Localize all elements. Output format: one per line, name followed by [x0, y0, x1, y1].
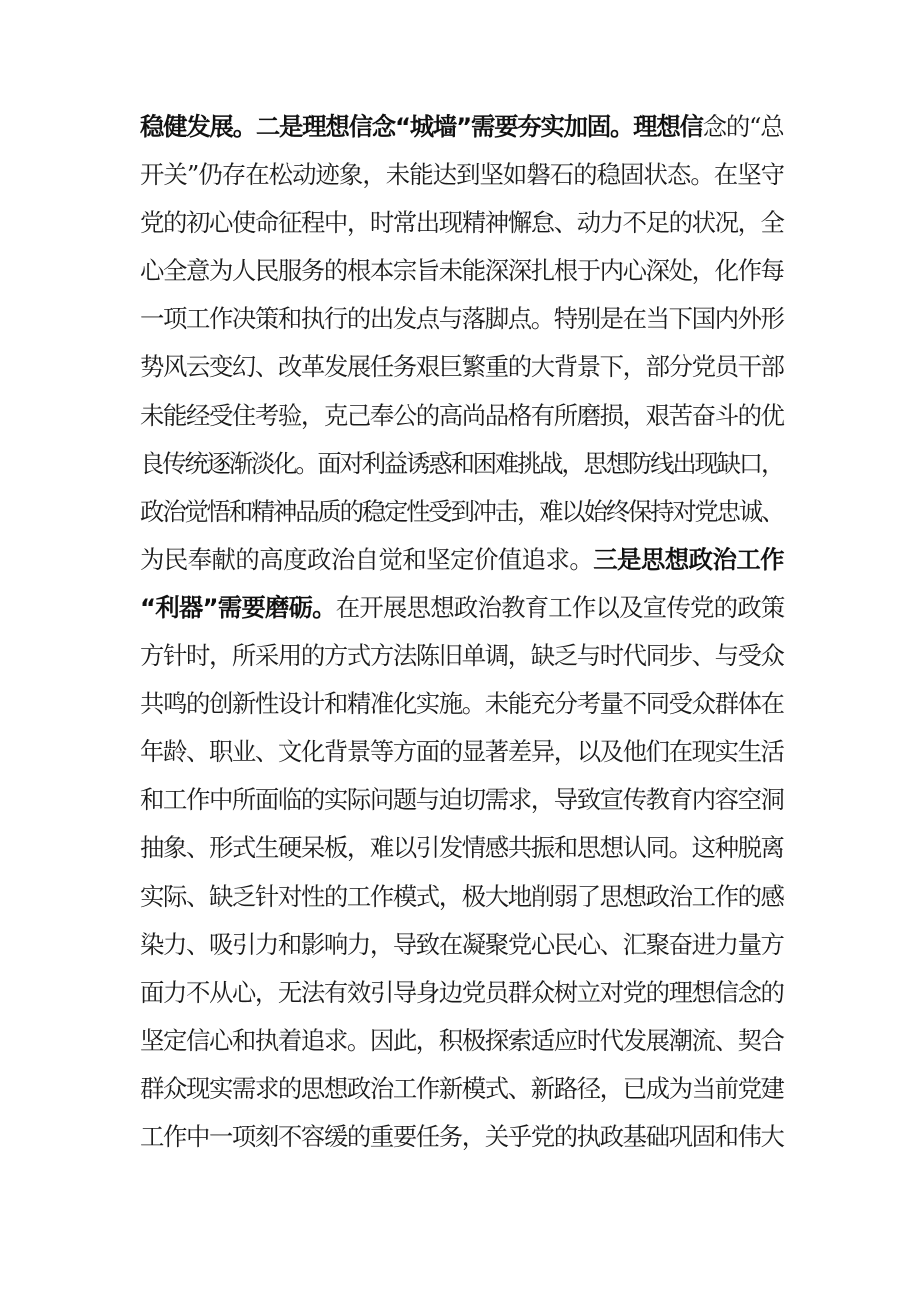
- body-text-segment: 政治觉悟和精神品质的稳定性受到冲击，难以始终保持对党忠诚、: [140, 496, 784, 526]
- bold-heading-text: 三是思想政治工作: [593, 544, 785, 574]
- body-text-segment: 未能经受住考验，克己奉公的高尚品格有所磨损，艰苦奋斗的优: [140, 400, 784, 430]
- text-line: [140, 488, 785, 536]
- body-text-segment: 面力不从心，无法有效引导身边党员群众树立对党的理想信念的: [140, 977, 784, 1007]
- text-line: [140, 295, 785, 343]
- text-line: [140, 1065, 785, 1113]
- text-line: [140, 247, 785, 295]
- text-line: [140, 151, 785, 199]
- bold-heading-text: 稳健发展。二是理想信念“城墙”需要夯实加固。理想信: [140, 112, 703, 141]
- text-line: [140, 343, 785, 391]
- body-text-segment: 群众现实需求的思想政治工作新模式、新路径，已成为当前党建: [140, 1073, 784, 1103]
- body-text-segment: 开关”仍存在松动迹象，未能达到坚如磐石的稳固状态。在坚守: [140, 160, 785, 190]
- body-text-segment: 共鸣的创新性设计和精准化实施。未能充分考量不同受众群体在: [140, 689, 784, 719]
- text-line: [140, 824, 785, 872]
- body-text-segment: 坚定信心和执着追求。因此，积极探索适应时代发展潮流、契合: [140, 1025, 784, 1055]
- text-line: [140, 1113, 785, 1161]
- text-line: [140, 536, 785, 584]
- text-line: [140, 392, 785, 440]
- body-text-segment: 实际、缺乏针对性的工作模式，极大地削弱了思想政治工作的感: [140, 881, 784, 911]
- text-line: [140, 440, 785, 488]
- body-text-segment: 抽象、形式生硬呆板，难以引发情感共振和思想认同。这种脱离: [140, 833, 784, 863]
- text-line: [140, 199, 785, 247]
- text-line: [140, 584, 785, 632]
- text-line: [140, 921, 785, 969]
- text-line: [140, 728, 785, 776]
- body-text-segment: 和工作中所面临的实际问题与迫切需求，导致宣传教育内容空洞: [140, 785, 784, 815]
- body-text-segment: 染力、吸引力和影响力，导致在凝聚党心民心、汇聚奋进力量方: [140, 929, 784, 959]
- body-text-segment: 方针时，所采用的方式方法陈旧单调，缺乏与时代同步、与受众: [140, 641, 784, 671]
- body-text-segment: 心全意为人民服务的根本宗旨未能深深扎根于内心深处，化作每: [140, 256, 784, 286]
- body-text-segment: 一项工作决策和执行的出发点与落脚点。特别是在当下国内外形: [140, 304, 784, 334]
- text-line: [140, 680, 785, 728]
- body-text-segment: 良传统逐渐淡化。面对利益诱惑和困难挑战，思想防线出现缺口，: [140, 448, 784, 478]
- body-text-segment: 为民奉献的高度政治自觉和坚定价值追求。: [140, 544, 594, 574]
- body-text-segment: 势风云变幻、改革发展任务艰巨繁重的大背景下，部分党员干部: [140, 352, 784, 382]
- text-line: [140, 776, 785, 824]
- text-line: [140, 873, 785, 921]
- text-line: [140, 969, 785, 1017]
- bold-heading-text: “利器”需要磨砺。: [140, 592, 336, 622]
- body-text-segment: 在开展思想政治教育工作以及宣传党的政策: [335, 592, 785, 622]
- body-text-segment: 工作中一项刻不容缓的重要任务，关乎党的执政基础巩固和伟大: [140, 1121, 784, 1151]
- text-line: [140, 103, 785, 151]
- body-text-segment: 年龄、职业、文化背景等方面的显著差异，以及他们在现实生活: [140, 737, 784, 767]
- body-text: [140, 103, 785, 1161]
- body-text-segment: 党的初心使命征程中，时常出现精神懈怠、动力不足的状况，全: [140, 208, 784, 238]
- text-line: [140, 632, 785, 680]
- body-text-segment: 念的“总: [702, 112, 784, 141]
- text-line: [140, 1017, 785, 1065]
